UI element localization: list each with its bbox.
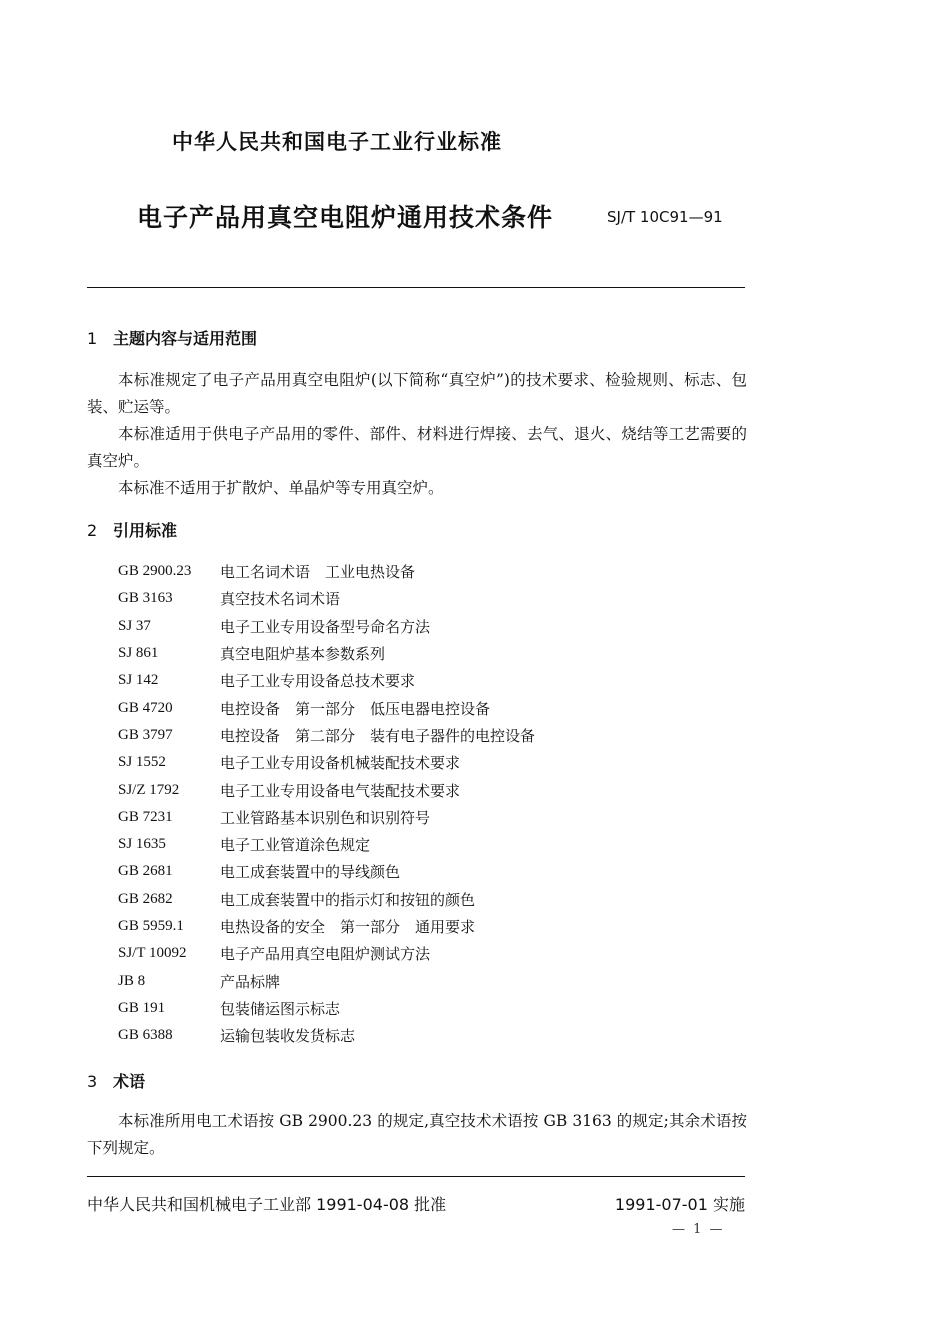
reference-item	[118, 585, 535, 612]
reference-title: 电子工业专用设备型号命名方法	[220, 617, 431, 636]
reference-code: GB 3163	[118, 590, 173, 607]
reference-code: GB 7231	[118, 808, 173, 825]
reference-code: JB 8	[118, 972, 146, 989]
reference-title: 电控设备 第二部分 装有电子器件的电控设备	[220, 726, 536, 745]
reference-title: 电子产品用真空电阻炉测试方法	[220, 945, 431, 964]
section-1-paragraph: 本标准规定了电子产品用真空电阻炉(以下简称“真空炉”)的技术要求、检验规则、标志、包装、贮运等。	[87, 371, 747, 416]
header-rule	[87, 287, 745, 288]
section-number: 3	[87, 1072, 98, 1091]
approval-line: 中华人民共和国机械电子工业部 1991-04-08 批准	[87, 1195, 447, 1214]
reference-item	[118, 913, 535, 940]
reference-title: 真空电阻炉基本参数系列	[220, 645, 386, 664]
reference-item	[118, 749, 535, 776]
reference-code: GB 5959.1	[118, 918, 184, 934]
section-1-paragraph: 本标准适用于供电子产品用的零件、部件、材料进行焊接、去气、退火、烧结等工艺需要的真空炉。	[87, 425, 747, 470]
reference-title: 电子工业管道涂色规定	[220, 836, 371, 855]
reference-title: 电子工业专用设备总技术要求	[220, 672, 416, 691]
reference-code: SJ/T 10092	[118, 945, 187, 962]
reference-item	[118, 967, 535, 994]
reference-item	[118, 995, 535, 1022]
reference-title: 电子工业专用设备电气装配技术要求	[220, 781, 461, 800]
reference-code: SJ/Z 1792	[118, 781, 180, 798]
section-1-heading	[87, 326, 257, 349]
reference-item	[118, 858, 535, 885]
page-number: — 1 —	[672, 1222, 725, 1237]
reference-code: GB 191	[118, 999, 166, 1016]
reference-title: 电工成套装置中的指示灯和按钮的颜色	[220, 890, 476, 909]
reference-title: 电子工业专用设备机械装配技术要求	[220, 754, 461, 773]
section-title: 术语	[113, 1072, 146, 1091]
reference-code: GB 3797	[118, 726, 173, 743]
reference-code: GB 2900.23	[118, 563, 192, 580]
section-1-paragraph: 本标准不适用于扩散炉、单晶炉等专用真空炉。	[118, 479, 444, 497]
reference-item	[118, 940, 535, 967]
reference-item	[118, 886, 535, 913]
reference-item	[118, 640, 535, 667]
reference-code: GB 2682	[118, 890, 173, 907]
section-3-heading	[87, 1069, 145, 1092]
reference-item	[118, 831, 535, 858]
reference-title: 包装储运图示标志	[220, 999, 341, 1018]
reference-code: GB 2681	[118, 863, 173, 880]
reference-title: 产品标牌	[220, 972, 281, 991]
reference-code: GB 6388	[118, 1027, 173, 1044]
section-3-paragraph: 本标准所用电工术语按 GB 2900.23 的规定,真空技术术语按 GB 3163 的规定;其余术语按下列规定。	[87, 1112, 747, 1157]
footer-rule	[87, 1176, 745, 1177]
section-number: 2	[87, 521, 98, 540]
reference-item	[118, 667, 535, 694]
document-title: 电子产品用真空电阻炉通用技术条件	[137, 203, 554, 232]
section-2-heading	[87, 518, 177, 541]
effective-date: 1991-07-01 实施	[614, 1195, 745, 1214]
reference-code: SJ 1635	[118, 836, 166, 853]
reference-title: 电控设备 第一部分 低压电器电控设备	[220, 699, 491, 718]
reference-code: SJ 37	[118, 617, 151, 634]
reference-item	[118, 776, 535, 803]
reference-item	[118, 804, 535, 831]
reference-code: SJ 1552	[118, 754, 166, 771]
standard-code: SJ/T 10C91—91	[607, 208, 723, 226]
reference-code: GB 4720	[118, 699, 173, 716]
reference-item	[118, 1022, 535, 1049]
section-title: 主题内容与适用范围	[113, 329, 258, 348]
section-number: 1	[87, 329, 98, 348]
reference-title: 真空技术名词术语	[220, 590, 341, 609]
reference-title: 电热设备的安全 第一部分 通用要求	[220, 918, 476, 936]
reference-item	[118, 694, 535, 721]
reference-title: 工业管路基本识别色和识别符号	[220, 808, 431, 827]
reference-title: 电工名词术语 工业电热设备	[220, 563, 416, 582]
reference-code: SJ 142	[118, 672, 159, 689]
reference-item	[118, 558, 535, 585]
reference-code: SJ 861	[118, 645, 159, 662]
section-title: 引用标准	[113, 521, 178, 540]
reference-title: 运输包装收发货标志	[220, 1027, 356, 1046]
reference-list	[118, 558, 535, 1049]
reference-item	[118, 722, 535, 749]
reference-item	[118, 613, 535, 640]
reference-title: 电工成套装置中的导线颜色	[220, 863, 401, 882]
standard-category: 中华人民共和国电子工业行业标准	[172, 130, 502, 154]
